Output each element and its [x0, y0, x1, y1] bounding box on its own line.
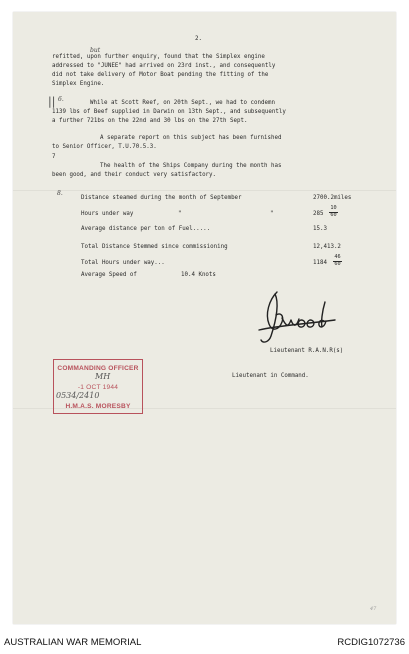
stat-total-hours-fraction: [333, 255, 342, 267]
handwritten-signature: [255, 288, 340, 348]
stat-distance-value: 2700.2miles: [313, 195, 352, 201]
paragraph-line: did not take delivery of Motor Boat pending the fitting of the: [52, 72, 269, 78]
paragraph-line: been good, and their conduct very satisfactory.: [52, 172, 217, 178]
paragraph-line: While at Scott Reef, on 20th Sept., we had to condemn: [90, 100, 275, 106]
paragraph-line: refitted, upon further enquiry, found that the Simplex engine: [52, 54, 265, 60]
stat-total-distance-value: 12,413.2: [313, 244, 341, 250]
paragraph-line: a further 721bs on the 22nd and 30 lbs on the 27th Sept.: [52, 118, 248, 124]
footer-record-id: RCDIG1072736: [337, 637, 405, 648]
stat-distance-label: Distance steamed during the month of September: [81, 195, 242, 201]
stat-avg-fuel-label: Average distance per ton of Fuel.....: [81, 226, 211, 232]
stamp-title: COMMANDING OFFICER: [57, 365, 139, 372]
paragraph-line: Simplex Engine.: [52, 81, 105, 87]
corner-pencil-mark: 47: [370, 606, 377, 612]
stat-avg-speed-label: Average Speed of: [81, 272, 137, 278]
fraction-numerator: 46: [334, 254, 341, 260]
fraction-numerator: 10: [330, 205, 337, 211]
stamp-ship-name: H.M.A.S. MORESBY: [65, 403, 131, 410]
signature-role: Lieutenant in Command.: [232, 373, 309, 379]
fraction-denominator: 60: [334, 261, 341, 268]
paragraph-line: addressed to "JUNEE" had arrived on 23rd inst., and consequently: [52, 63, 276, 69]
stat-total-hours-value: 1184: [313, 260, 327, 266]
paragraph-line: to Senior Officer, T.U.70.5.3.: [52, 144, 157, 150]
fraction-denominator: 60: [330, 212, 337, 219]
handwritten-number-8: 8.: [57, 190, 63, 197]
stamp-handwritten-initials: MH: [95, 372, 111, 381]
handwritten-number-6: 6.: [58, 96, 64, 103]
handwritten-margin-mark: ||: [48, 95, 56, 108]
page-number: 2.: [195, 36, 202, 42]
stat-avg-fuel-value: 15.3: [313, 226, 327, 232]
stamp-handwritten-reference: 0534/2410: [56, 391, 100, 400]
stat-avg-speed-value: 10.4 Knots: [181, 272, 216, 278]
stat-hours-fraction: [329, 206, 338, 218]
stat-hours-label: Hours under way: [81, 211, 134, 217]
paragraph-line: A separate report on this subject has been furnished: [100, 135, 282, 141]
fold-line: [13, 190, 396, 191]
handwritten-but: but: [90, 47, 101, 54]
ditto-mark: ": [270, 211, 274, 217]
signature-rank: Lieutenant R.A.N.R(s): [270, 348, 344, 354]
footer-archive-name: AUSTRALIAN WAR MEMORIAL: [4, 637, 142, 648]
paragraph-line: 1139 lbs of Beef supplied in Darwin on 13th Sept., and subsequently: [52, 109, 286, 115]
stat-total-hours-label: Total Hours under way...: [81, 260, 165, 266]
paragraph-number-7: 7: [52, 154, 56, 160]
stat-total-distance-label: Total Distance Stemmed since commissioning: [81, 244, 228, 250]
commanding-officer-stamp: [53, 359, 143, 414]
stamp-date: -1 OCT 1944: [77, 384, 119, 391]
paragraph-line: The health of the Ships Company during the month has: [100, 163, 282, 169]
stat-hours-value: 285: [313, 211, 324, 217]
ditto-mark: ": [178, 211, 182, 217]
